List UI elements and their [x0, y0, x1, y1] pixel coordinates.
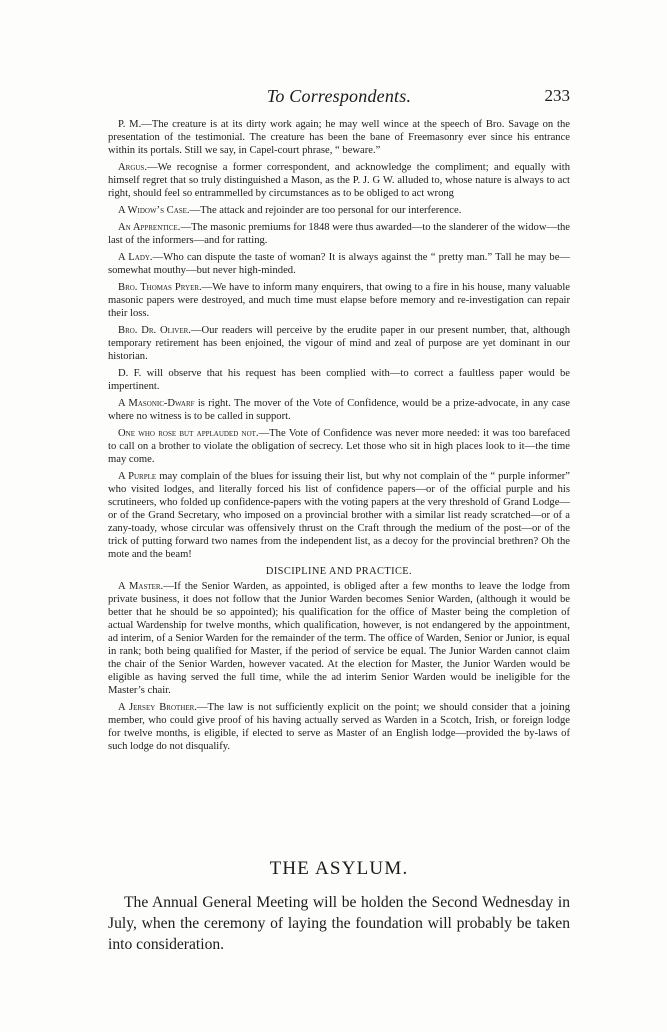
asylum-section — [108, 858, 570, 955]
correspondent-name: A Lady. — [118, 252, 153, 263]
correspondent-paragraph — [108, 397, 570, 423]
correspondent-reply: —The law is not sufficiently explicit on the point; we should consider that a joining member, who could give proof of his having actually served as Warden in a Scotch, Irish, or foreign lodge for twelve months, is eligible, if elected to serve as Master of an English lodge—provided the by-laws of such lodge do not disqualify. — [108, 702, 570, 752]
correspondent-name: Bro. Dr. Oliver. — [118, 325, 191, 336]
discipline-paragraph — [108, 580, 570, 697]
correspondent-reply: —We have to inform many enquirers, that owing to a fire in his house, many valuable masonic papers were destroyed, and much time must elapse before memory and re-investigation can repair their loss. — [108, 282, 570, 319]
correspondent-reply: —Our readers will perceive by the erudite paper in our present number, that, although temporary retirement has been enjoined, the vigour of mind and zeal of purpose are yet dominant in our historian. — [108, 325, 570, 362]
correspondent-reply: —The masonic premiums for 1848 were thus awarded—to the slanderer of the widow—the last of the informers—and for ratting. — [108, 222, 571, 246]
section-subheading: DISCIPLINE AND PRACTICE. — [265, 566, 413, 577]
correspondent-name: P. M. — [118, 119, 142, 130]
correspondent-name: A Purple — [118, 471, 157, 482]
correspondent-reply: —We recognise a former correspondent, and acknowledge the compliment; and equally with himself regret that so truly distinguished a Mason, as the P. J. G W. alluded to, whose nature is always to act right, should feel so entrammelled by circumstances as to be obliged to act wrong — [108, 162, 570, 199]
page-title: To Correspondents. — [266, 86, 412, 106]
correspondent-name: One who rose but applauded not. — [118, 428, 259, 439]
correspondent-name: A Master. — [118, 581, 164, 592]
correspondent-reply: —If the Senior Warden, as appointed, is obliged after a few months to leave the lodge from private business, it does not follow that the Junior Warden becomes Senior Warden, (although it would be better that he should be so appointed); his qualification for the office of Master being the completion of actual Wardenship for twelve months, which qualification, however, is not endangered by the appointment, ad interim, of a Senior Warden for the remainder of the term. The office of Warden, Senior or Junior, is equal in rank; both being qualified for Master, if the period of service be equal. The Junior Warden cannot claim the chair of the Senior Warden, however vacated. At the election for Master, the Junior Warden would be eligible as having served the full time, while the ad interim Senior Warden would be ineligible for the Master’s chair. — [108, 581, 571, 696]
correspondent-reply: —The attack and rejoinder are too personal for our interference. — [189, 205, 462, 216]
correspondent-paragraph — [108, 470, 570, 561]
correspondent-reply: —The creature is at its dirty work again; he may well wince at the speech of Bro. Savage on the presentation of the testimonial. The creature has been the bane of Freemasonry ever since his entrance within its portals. Still we say, in Capel-court phrase, “ beware.” — [108, 119, 570, 156]
correspondent-name: A Jersey Brother. — [118, 702, 197, 713]
correspondents-column — [108, 118, 570, 757]
correspondent-paragraph — [108, 324, 570, 363]
asylum-notice: The Annual General Meeting will be holden the Second Wednesday in July, when the ceremony of laying the foundation will probably be taken into consideration. — [108, 894, 570, 953]
asylum-heading: THE ASYLUM. — [269, 858, 409, 879]
correspondent-paragraph — [108, 204, 570, 217]
correspondent-name: Bro. Thomas Pryer. — [118, 282, 202, 293]
correspondent-paragraph — [108, 118, 570, 157]
running-head — [108, 86, 570, 108]
correspondent-reply: will observe that his request has been complied with—to correct a faultless paper would be impertinent. — [108, 368, 570, 392]
correspondent-reply: —Who can dispute the taste of woman? It is always against the “ pretty man.” Tall he may be—somewhat mouthy—but never high-minded. — [108, 252, 571, 276]
correspondent-paragraph — [108, 281, 570, 320]
correspondent-name: Argus. — [118, 162, 147, 173]
correspondent-name: D. F. — [118, 368, 142, 379]
correspondent-name: An Apprentice. — [118, 222, 181, 233]
correspondent-name: A Widow’s Case. — [118, 205, 190, 216]
correspondent-paragraph — [108, 161, 570, 200]
correspondent-paragraph — [108, 221, 570, 247]
correspondent-reply: may complain of the blues for issuing their list, but why not complain of the “ purple informer” who visited lodges, and literally forced his list of confidence papers—or of the official purple and his scrutineers, who folded up confidence-papers with the voting papers at the very threshold of Grand Lodge—or of the Grand Secretary, who imposed on a provincial brother with a similar list ready scratched—or of a zany-toady, whose circular was offensively thrust on the Craft through the medium of the post—or of the trick of putting forward two names from the independent list, as a decoy for the provincial brethren? Oh the mote and the beam! — [108, 471, 571, 560]
correspondent-reply: —The Vote of Confidence was never more needed: it was too barefaced to call on a brother to violate the obligation of secrecy. Let those who sit in high places look to it—the time may come. — [108, 428, 571, 465]
correspondent-name: A Masonic-Dwarf — [118, 398, 195, 409]
correspondent-paragraph — [108, 367, 570, 393]
correspondent-paragraph — [108, 427, 570, 466]
discipline-paragraph — [108, 701, 570, 753]
correspondent-paragraph — [108, 251, 570, 277]
page-number: 233 — [544, 86, 570, 105]
correspondent-reply: is right. The mover of the Vote of Confidence, would be a prize-advocate, in any case where no witness is to be called in support. — [108, 398, 570, 422]
